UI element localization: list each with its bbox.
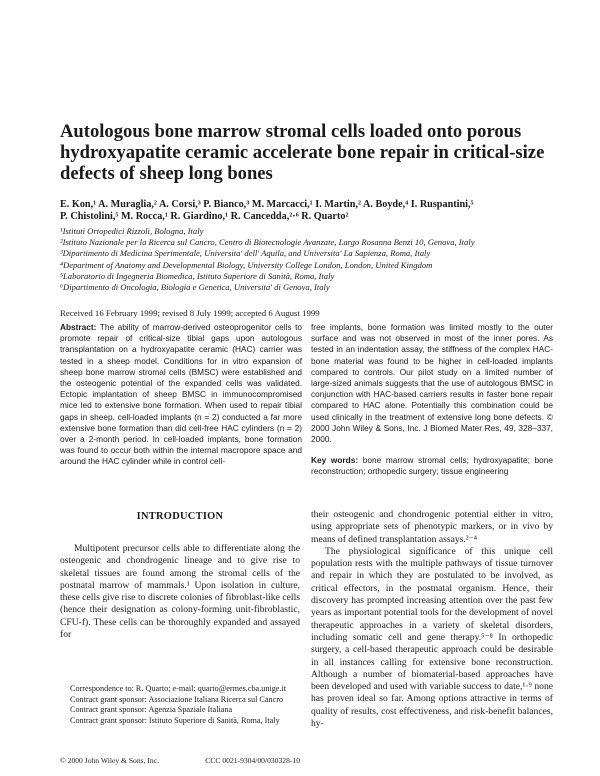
affiliation-5: ⁵Laboratorio di Ingegneria Biomedica, Istituto Superiore di Sanità, Roma, Italy	[60, 270, 335, 281]
intro-right-column	[311, 509, 553, 730]
copyright: © 2000 John Wiley & Sons, Inc.	[60, 756, 159, 765]
ccc-code: CCC 0021-9304/00/030328-10	[205, 756, 300, 765]
keywords-label: Key words:	[311, 455, 359, 466]
affiliations	[60, 226, 560, 293]
affiliation-6: ⁶Dipartimento di Oncologia, Biologia e Genetica, Universita' di Genova, Italy	[60, 282, 330, 293]
abstract-right-column	[311, 322, 553, 478]
keywords-text: bone marrow stromal cells; hydroxyapatite; bone reconstruction; orthopedic surgery; tissue engineering	[311, 455, 553, 477]
received-dates: Received 16 February 1999; revised 8 July 1999; accepted 6 August 1999	[60, 308, 320, 318]
page-footer	[60, 756, 300, 765]
affiliation-3: ³Dipartimento di Medicina Sperimentale, Universita' dell' Aquila, and Universita' La Sapienza, Roma, Italy	[60, 248, 431, 259]
footnotes	[60, 684, 300, 726]
intro-left-column	[60, 543, 300, 641]
authors-line-1: E. Kon,¹ A. Muraglia,² A. Corsi,³ P. Bianco,³ M. Marcacci,¹ I. Martin,² A. Boyde,⁴ I. Ruspantini,⁵	[60, 199, 474, 210]
abstract-left-column	[60, 322, 302, 468]
affiliation-1: ¹Istituti Ortopedici Rizzoli, Bologna, Italy	[60, 226, 204, 236]
abstract-text-left: The ability of marrow-derived osteoprogenitor cells to promote repair of critical-size tibial gaps upon autologous transplantation on a hydroxyapatite ceramic (HAC) carrier was tested in a sheep model. Conditions for in vitro expansion of sheep bone marrow stromal cells (BMSC) were established and the osteogenic potential of the expanded cells was validated. Ectopic implantation of sheep BMSC in immunocompromised mice led to extensive bone formation. When used to repair tibial gaps in sheep, cell-loaded implants (n = 2) conducted a far more extensive bone formation than did cell-free HAC cylinders (n = 2) over a 2-month period. In cell-loaded implants, bone formation was found to occur both within the internal macropore space and around the HAC cylinder while in control cell-	[60, 322, 302, 467]
abstract-label: Abstract:	[60, 322, 97, 332]
intro-paragraph-1: Multipotent precursor cells able to differentiate along the osteogenic and chondrogenic lineage and to give rise to skeletal tissues are found among the stromal cells of the postnatal marrow of mammals.¹ Upon isolation in culture, these cells give rise to discrete colonies of fibroblast-like cells (hence their designation as colony-forming unit-fibroblastic, CFU-f). These cells can be thoroughly expanded and assayed for	[60, 543, 300, 641]
grant-note-1: Contract grant sponsor: Associazione Italiana Ricerca sul Cancro	[70, 694, 284, 704]
affiliation-2: ²Istituto Nazionale per la Ricerca sul Cancro, Centro di Biotecnologie Avanzate, Largo Rosanna Benzi 10, Genova, Italy	[60, 237, 475, 248]
affiliation-4: ⁴Department of Anatomy and Developmental Biology, University College London, London, United Kingdom	[60, 259, 433, 270]
paper-title: Autologous bone marrow stromal cells loaded onto porous hydroxyapatite ceramic accelerate bone repair in critical-size defects of sheep long bones	[60, 121, 545, 184]
grant-note-2: Contract grant sponsor: Agenzia Spaziale Italiana	[70, 705, 233, 715]
authors-line-2: P. Chistolini,⁵ M. Rocca,¹ R. Giardino,¹ R. Cancedda,²·⁶ R. Quarto²	[60, 211, 349, 222]
intro-paragraph-1-cont: their osteogenic and chondrogenic potential either in vitro, using appropriate sets of phenotypic markers, or in vivo by means of defined transplantation assays.²⁻⁴	[311, 509, 553, 545]
author-list	[60, 199, 550, 223]
introduction-heading: INTRODUCTION	[136, 511, 224, 522]
grant-note-3: Contract grant sponsor: Istituto Superiore di Sanità, Roma, Italy	[70, 715, 280, 725]
correspondence-note: Correspondence to: R. Quarto; e-mail: quarto@ermes.cba.unige.it	[70, 684, 287, 693]
intro-paragraph-2: The physiological significance of this unique cell population rests with the multiple pathways of tissue turnover and repair in which they are postulated to be involved, as critical effectors, in the postnatal organism. Hence, their discovery has prompted increasing attention over the past few years as important potential tools for the development of novel therapeutic approaches in a variety of skeletal disorders, including somatic cell and gene therapy.⁵⁻⁸ In orthopedic surgery, a cell-based therapeutic approach could be desirable in all instances calling for extensive bone reconstruction. Although a number of biomaterial-based approaches have been developed and used with variable success to date,¹·⁹ none has proven ideal so far. Among options attractive in terms of quality of results, cost effectiveness, and risk-benefit balances, hy-	[311, 545, 553, 730]
abstract-text-right: free implants, bone formation was limited mostly to the outer surface and was not observed in most of the inner pores. As tested in an indentation assay, the stiffness of the complex HAC-bone material was found to be higher in cell-loaded implants compared to controls. Our pilot study on a limited number of large-sized animals suggests that the use of autologous BMSC in conjunction with HAC-based carriers results in faster bone repair compared to HAC alone. Potentially this combination could be used clinically in the treatment of extensive long bone defects. © 2000 John Wiley & Sons, Inc. J Biomed Mater Res, 49, 328–337, 2000.	[311, 322, 553, 445]
